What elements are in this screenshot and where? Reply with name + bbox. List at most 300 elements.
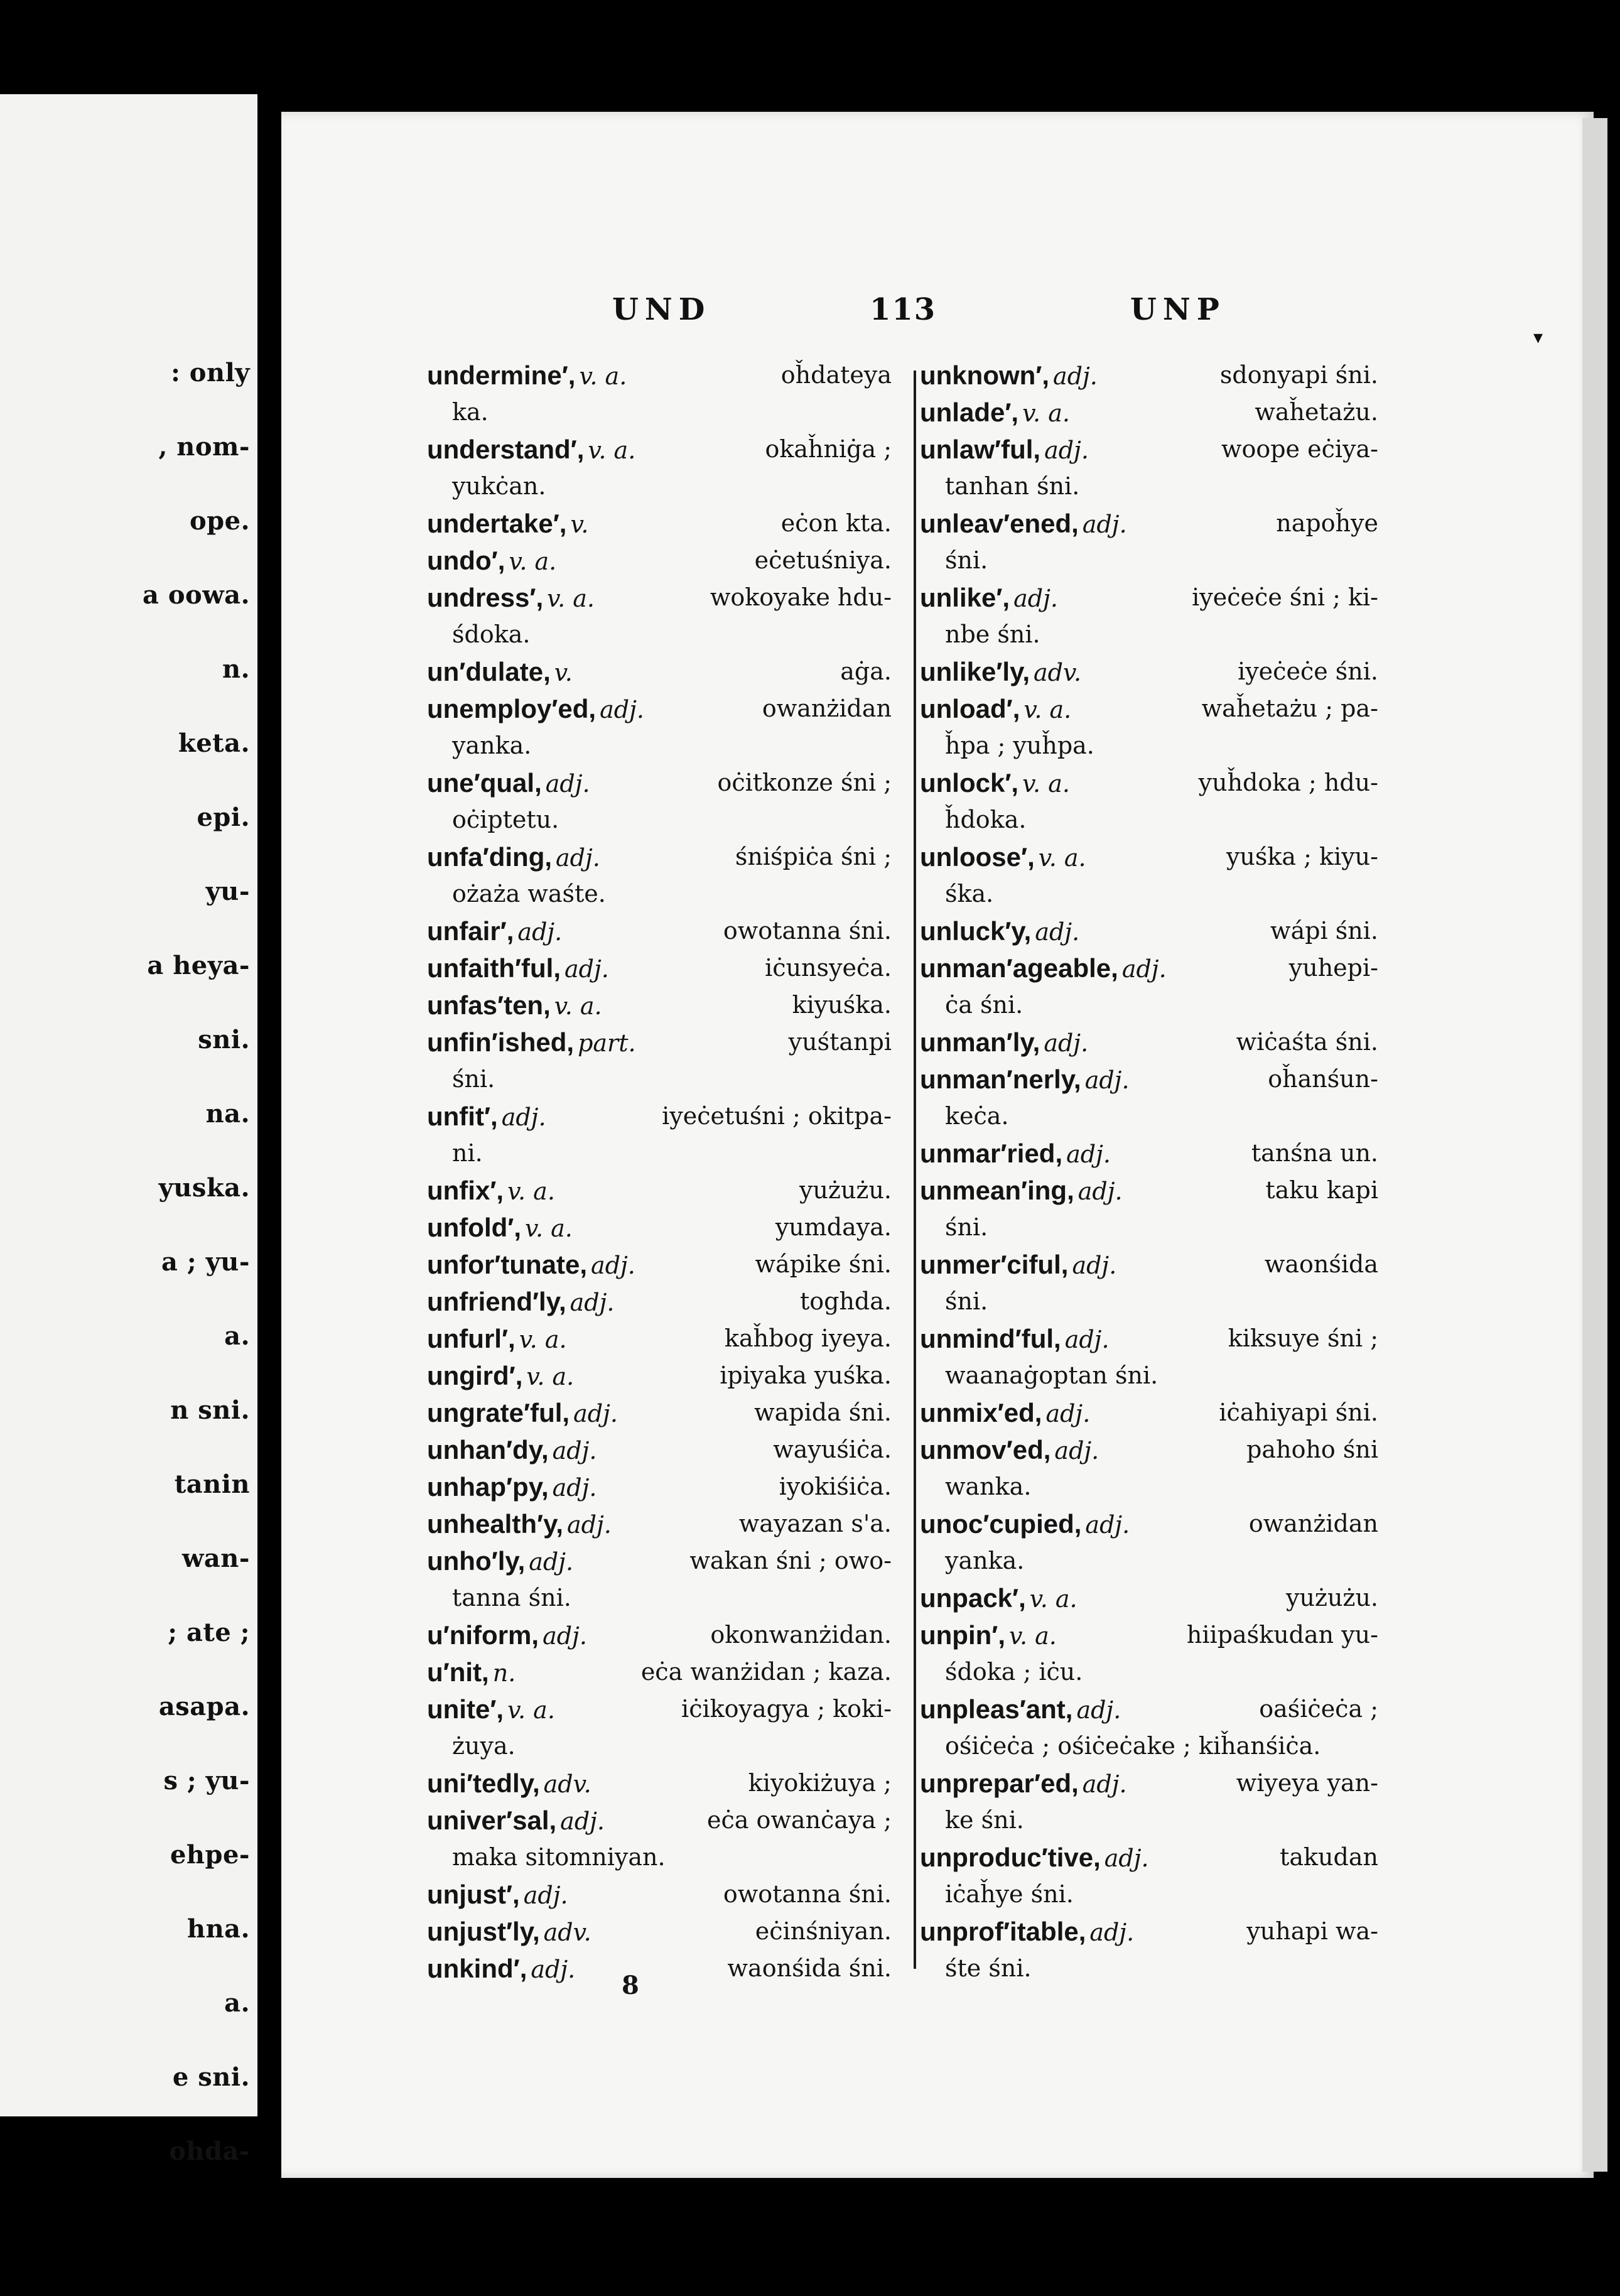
dictionary-entry <box>427 1394 892 1431</box>
facing-page <box>0 94 257 2166</box>
part-of-speech: adj. <box>556 844 600 872</box>
entry-head <box>920 1839 1149 1876</box>
entry-continuation: śte śni. <box>945 1954 1032 1982</box>
entry-head <box>920 431 1089 468</box>
headword: u′nit, <box>427 1657 489 1687</box>
headword: unjust′ly, <box>427 1917 540 1946</box>
definition: iyeċeċe śni ; ki- <box>1192 583 1378 611</box>
definition: yużużu. <box>1285 1584 1378 1611</box>
part-of-speech: v. a. <box>579 362 627 390</box>
part-of-speech: adj. <box>1089 1919 1135 1946</box>
dictionary-entry <box>920 912 1378 950</box>
entry-head <box>427 1394 618 1431</box>
entry-head <box>427 1024 636 1061</box>
dictionary-entry <box>427 653 892 690</box>
dictionary-entry <box>920 1024 1378 1061</box>
facing-page-fragment: e sni. <box>172 2062 250 2092</box>
definition: yumdaya. <box>775 1213 892 1241</box>
part-of-speech: adj. <box>570 1289 615 1316</box>
part-of-speech: adj. <box>1044 436 1089 464</box>
definition: hiipaśkudan yu- <box>1186 1621 1378 1649</box>
part-of-speech: adj. <box>529 1548 574 1576</box>
entry-continuation: iċaȟye śni. <box>945 1880 1074 1908</box>
part-of-speech: adj. <box>1013 585 1058 612</box>
headword: une′qual, <box>427 768 542 798</box>
headword: understand′, <box>427 435 585 464</box>
definition: oċitkonze śni ; <box>717 769 892 796</box>
entry-head <box>427 653 573 690</box>
part-of-speech: v. a. <box>519 1326 567 1353</box>
part-of-speech: adj. <box>1064 1326 1110 1353</box>
facing-page-fragment: na. <box>205 1099 250 1129</box>
headword: unman′ly, <box>920 1027 1040 1057</box>
headword: unleav′ened, <box>920 509 1079 538</box>
headword: unfix′, <box>427 1176 504 1205</box>
part-of-speech: adj. <box>501 1103 546 1131</box>
entry-head <box>427 1505 612 1542</box>
part-of-speech: adj. <box>1054 1437 1099 1465</box>
headword: u′niform, <box>427 1620 539 1650</box>
headword: unfaith′ful, <box>427 953 561 983</box>
headword: unprepar′ed, <box>920 1768 1079 1798</box>
flag-mark: ▾ <box>1533 327 1543 349</box>
facing-page-fragment: tanin <box>174 1470 250 1499</box>
entry-head <box>920 912 1079 950</box>
definition: wápi śni. <box>1270 917 1378 945</box>
entry-head <box>427 1320 567 1357</box>
entry-head <box>427 1765 591 1802</box>
dictionary-entry <box>427 1505 892 1542</box>
facing-page-fragment: sni. <box>198 1025 250 1054</box>
entry-head <box>427 357 627 394</box>
dictionary-entry <box>427 1802 892 1839</box>
entry-continuation: yanka. <box>452 732 532 759</box>
entry-head <box>427 1950 575 1987</box>
running-head-right: UNP <box>1130 292 1226 327</box>
entry-head <box>427 1283 614 1320</box>
dictionary-entry <box>920 764 1378 801</box>
entry-continuation: żuya. <box>452 1732 516 1760</box>
definition: ipiyaka yuśka. <box>720 1362 892 1389</box>
definition: yuȟdoka ; hdu- <box>1198 769 1378 796</box>
definition: aġa. <box>840 658 892 685</box>
facing-page-fragment: a oowa. <box>143 580 250 610</box>
headword: unemploy′ed, <box>427 694 597 723</box>
part-of-speech: v. a. <box>507 1696 555 1724</box>
headword: unhealth′y, <box>427 1509 563 1539</box>
facing-page-fragment: keta. <box>178 728 250 758</box>
dictionary-entry <box>920 1394 1378 1431</box>
dictionary-entry <box>920 505 1378 542</box>
headword: un′dulate, <box>427 657 551 686</box>
part-of-speech: adj. <box>1072 1252 1117 1279</box>
headword: unfold′, <box>427 1213 522 1242</box>
facing-page-fragment: asapa. <box>158 1692 250 1721</box>
headword: unload′, <box>920 694 1020 723</box>
headword: unlike′, <box>920 583 1010 612</box>
facing-page-fragment: n sni. <box>170 1395 250 1425</box>
headword: undertake′, <box>427 509 567 538</box>
dictionary-entry <box>427 764 892 801</box>
part-of-speech: v. a. <box>547 585 595 612</box>
definition: okonwanżidan. <box>710 1621 892 1649</box>
definition: iyeċeċe śni. <box>1238 658 1378 685</box>
facing-page-fragment: ehpe- <box>170 1840 250 1870</box>
part-of-speech: v. a. <box>1022 399 1070 427</box>
facing-page-fragment: n. <box>222 654 250 684</box>
entry-continuation: nbe śni. <box>945 620 1040 648</box>
definition: kiyokiżuya ; <box>748 1769 892 1797</box>
entry-head <box>427 1172 555 1209</box>
headword: unmer′ciful, <box>920 1250 1069 1279</box>
dictionary-entry <box>427 690 892 727</box>
dictionary-entry <box>920 690 1378 727</box>
definition: iyokiśiċa. <box>779 1473 892 1500</box>
entry-head <box>920 1913 1134 1950</box>
dictionary-entry <box>920 394 1378 431</box>
part-of-speech: adj. <box>600 696 644 723</box>
part-of-speech: adj. <box>531 1956 576 1983</box>
entry-head <box>427 1468 597 1505</box>
entry-head <box>920 950 1167 987</box>
right-column <box>920 357 1378 1987</box>
dictionary-entry <box>427 987 892 1024</box>
entry-head <box>427 1098 546 1135</box>
dictionary-entry <box>427 1209 892 1246</box>
headword: unho′ly, <box>427 1546 526 1576</box>
headword: unjust′, <box>427 1880 520 1909</box>
dictionary-entry <box>920 1579 1378 1616</box>
definition: yuhapi wa- <box>1246 1917 1378 1945</box>
facing-page-fragment: ohda- <box>169 2136 250 2166</box>
part-of-speech: v. a. <box>507 1178 555 1205</box>
part-of-speech: v. <box>554 659 573 686</box>
dictionary-entry <box>427 505 892 542</box>
dictionary-entry <box>920 1505 1378 1542</box>
entry-head <box>427 912 562 950</box>
definition: wayuśiċa. <box>773 1436 892 1463</box>
dictionary-entry <box>920 579 1378 616</box>
entry-continuation: ośiċeċa ; ośiċeċake ; kiȟanśiċa. <box>945 1732 1321 1760</box>
part-of-speech: v. a. <box>525 1215 573 1242</box>
page-edge <box>1582 118 1607 2172</box>
part-of-speech: adj. <box>1104 1844 1149 1872</box>
entry-head <box>920 1061 1130 1098</box>
dictionary-entry <box>920 950 1378 987</box>
entry-head <box>427 505 589 542</box>
part-of-speech: v. a. <box>509 548 557 575</box>
definition: oaśiċeċa ; <box>1259 1695 1378 1723</box>
definition: waȟetażu. <box>1255 398 1378 426</box>
dictionary-entry <box>427 1246 892 1283</box>
entry-head <box>427 1691 555 1728</box>
headword: unmar′ried, <box>920 1139 1063 1168</box>
dictionary-entry <box>920 1172 1378 1209</box>
entry-continuation: ȟdoka. <box>945 806 1027 833</box>
entry-head <box>920 1024 1088 1061</box>
entry-continuation: yukċan. <box>452 472 546 500</box>
facing-page-fragment: wan- <box>181 1544 250 1573</box>
entry-head <box>920 1246 1116 1283</box>
dictionary-entry <box>427 1913 892 1950</box>
part-of-speech: v. a. <box>1029 1585 1077 1613</box>
entry-head <box>427 950 609 987</box>
part-of-speech: adv. <box>543 1919 591 1946</box>
definition: kiksuye śni ; <box>1228 1324 1378 1352</box>
part-of-speech: v. a. <box>1022 770 1070 798</box>
entry-head <box>920 357 1098 394</box>
headword: unmean′ing, <box>920 1176 1074 1205</box>
part-of-speech: adj. <box>573 1400 618 1427</box>
definition: eċetuśniya. <box>754 546 892 574</box>
headword: unhap′py, <box>427 1472 549 1502</box>
part-of-speech: adj. <box>1082 1770 1127 1798</box>
headword: unlaw′ful, <box>920 435 1041 464</box>
headword: unlade′, <box>920 398 1019 427</box>
entry-head <box>427 1802 605 1839</box>
definition: tanśna un. <box>1251 1139 1378 1167</box>
dictionary-entry <box>920 1135 1378 1172</box>
definition: yużużu. <box>799 1176 892 1204</box>
headword: uni′tedly, <box>427 1768 540 1798</box>
entry-head <box>920 1320 1110 1357</box>
dictionary-entry <box>427 1616 892 1654</box>
definition: eċa wanżidan ; kaza. <box>640 1658 892 1686</box>
part-of-speech: v. a. <box>1038 844 1086 872</box>
headword: unmov′ed, <box>920 1435 1051 1465</box>
headword: unknown′, <box>920 360 1050 390</box>
entry-continuation: tanna śni. <box>452 1584 571 1611</box>
part-of-speech: adj. <box>1085 1511 1130 1539</box>
entry-continuation: ċa śni. <box>945 991 1023 1019</box>
headword: unloose′, <box>920 842 1035 872</box>
facing-page-fragment: a heya- <box>147 951 250 980</box>
headword: unfin′ished, <box>427 1027 575 1057</box>
part-of-speech: adj. <box>1066 1140 1111 1168</box>
page-number: 113 <box>870 292 937 327</box>
definition: wapida śni. <box>754 1399 892 1426</box>
entry-head <box>427 690 644 727</box>
headword: unlock′, <box>920 768 1019 798</box>
definition: wiċaśta śni. <box>1236 1028 1378 1056</box>
facing-page-fragment: ope. <box>189 506 250 536</box>
dictionary-entry <box>427 431 892 468</box>
definition: takudan <box>1280 1843 1378 1871</box>
entry-continuation: yanka. <box>945 1547 1025 1574</box>
entry-head <box>427 1357 574 1394</box>
entry-continuation: ożaża waśte. <box>452 880 606 907</box>
dictionary-entry <box>427 1876 892 1913</box>
headword: ungird′, <box>427 1361 523 1390</box>
definition: eċon kta. <box>780 509 892 537</box>
dictionary-entry <box>920 1431 1378 1468</box>
dictionary-entry <box>920 653 1378 690</box>
entry-head <box>427 1431 597 1468</box>
part-of-speech: adj. <box>566 1511 612 1539</box>
dictionary-entry <box>920 1616 1378 1654</box>
entry-head <box>920 653 1081 690</box>
headword: unfriend′ly, <box>427 1287 566 1316</box>
part-of-speech: adj. <box>552 1474 597 1502</box>
dictionary-entry <box>427 1431 892 1468</box>
running-head-left: UND <box>612 292 711 327</box>
definition: kaȟbog iyeya. <box>724 1324 892 1352</box>
entry-head <box>920 505 1127 542</box>
dictionary-entry <box>427 950 892 987</box>
part-of-speech: adv. <box>543 1770 591 1798</box>
headword: unman′nerly, <box>920 1064 1081 1094</box>
entry-head <box>427 1542 573 1579</box>
definition: oȟanśun- <box>1268 1065 1378 1093</box>
headword: unoc′cupied, <box>920 1509 1082 1539</box>
definition: wayazan s'a. <box>738 1510 892 1537</box>
entry-continuation: śdoka ; iċu. <box>945 1658 1083 1686</box>
dictionary-entry <box>427 1172 892 1209</box>
headword: unfor′tunate, <box>427 1250 588 1279</box>
part-of-speech: adj. <box>1121 955 1167 983</box>
headword: undermine′, <box>427 360 576 390</box>
definition: wakan śni ; owo- <box>689 1547 892 1574</box>
dictionary-entry <box>427 1024 892 1061</box>
headword: unkind′, <box>427 1954 527 1983</box>
entry-head <box>920 1431 1099 1468</box>
entry-head <box>920 1765 1127 1802</box>
definition: oȟdateya <box>780 361 892 389</box>
headword: unfair′, <box>427 916 514 946</box>
entry-head <box>920 1135 1111 1172</box>
headword: unmind′ful, <box>920 1324 1061 1353</box>
definition: toghda. <box>799 1287 892 1315</box>
entry-continuation: maka sitomniyan. <box>452 1843 666 1871</box>
facing-page-fragment: , nom- <box>158 432 250 462</box>
headword: unfa′ding, <box>427 842 553 872</box>
part-of-speech: adv. <box>1034 659 1082 686</box>
definition: waȟetażu ; pa- <box>1201 695 1378 722</box>
definition: śniśpiċa śni ; <box>735 843 892 870</box>
entry-head <box>920 764 1070 801</box>
dictionary-entry <box>427 1654 892 1691</box>
dictionary-entry <box>920 1320 1378 1357</box>
definition: iċunsyeċa. <box>765 954 892 982</box>
signature-mark: 8 <box>622 1971 639 2000</box>
headword: unman′ageable, <box>920 953 1118 983</box>
entry-head <box>427 1654 516 1691</box>
definition: iċikoyagya ; koki- <box>681 1695 892 1723</box>
definition: waonśida śni. <box>727 1954 892 1982</box>
definition: eċa owanċaya ; <box>707 1806 892 1834</box>
part-of-speech: v. a. <box>526 1363 575 1390</box>
part-of-speech: adj. <box>1084 1066 1130 1094</box>
entry-head <box>427 579 595 616</box>
entry-continuation: śdoka. <box>452 620 531 648</box>
dictionary-entry <box>427 1950 892 1987</box>
definition: owotanna śni. <box>723 917 892 945</box>
part-of-speech: adj. <box>1082 511 1127 538</box>
headword: unpin′, <box>920 1620 1006 1650</box>
part-of-speech: v. a. <box>554 992 602 1020</box>
entry-head <box>920 1691 1121 1728</box>
entry-head <box>920 394 1070 431</box>
headword: unhan′dy, <box>427 1435 549 1465</box>
part-of-speech: adj. <box>1053 362 1098 390</box>
part-of-speech: n. <box>492 1659 516 1687</box>
entry-head <box>427 1209 573 1246</box>
part-of-speech: v. a. <box>1009 1622 1057 1650</box>
part-of-speech: adj. <box>564 955 609 983</box>
entry-head <box>920 1172 1123 1209</box>
headword: unprof′itable, <box>920 1917 1086 1946</box>
definition: okaȟniġa ; <box>765 435 892 463</box>
definition: owanżidan <box>762 695 892 722</box>
dictionary-entry <box>427 357 892 394</box>
part-of-speech: adj. <box>1076 1696 1121 1724</box>
definition: sdonyapi śni. <box>1219 361 1378 389</box>
facing-page-fragment: a ; yu- <box>161 1247 250 1277</box>
part-of-speech: adj. <box>523 1882 568 1909</box>
entry-continuation: keċa. <box>945 1102 1009 1130</box>
dictionary-entry <box>920 1765 1378 1802</box>
definition: eċinśniyan. <box>755 1917 892 1945</box>
definition: wokoyake hdu- <box>710 583 892 611</box>
headword: unfit′, <box>427 1102 498 1131</box>
dictionary-entry <box>920 1839 1378 1876</box>
dictionary-entry <box>427 1468 892 1505</box>
headword: unlike′ly, <box>920 657 1030 686</box>
entry-continuation: oċiptetu. <box>452 806 559 833</box>
definition: woope eċiya- <box>1221 435 1378 463</box>
definition: yuśtanpi <box>788 1028 892 1056</box>
part-of-speech: adj. <box>591 1252 635 1279</box>
definition: iċahiyapi śni. <box>1219 1399 1378 1426</box>
part-of-speech: adj. <box>552 1437 597 1465</box>
part-of-speech: v. a. <box>1023 696 1072 723</box>
entry-head <box>920 1505 1130 1542</box>
part-of-speech: v. <box>570 511 589 538</box>
facing-page-fragment: a. <box>224 1988 250 2018</box>
dictionary-entry <box>427 1320 892 1357</box>
entry-head <box>920 1579 1077 1616</box>
definition: owanżidan <box>1248 1510 1378 1537</box>
part-of-speech: adj. <box>1045 1400 1091 1427</box>
dictionary-entry <box>427 1357 892 1394</box>
headword: ungrate′ful, <box>427 1398 570 1427</box>
definition: napoȟye <box>1276 509 1378 537</box>
part-of-speech: adj. <box>543 1622 587 1650</box>
entry-head <box>920 1616 1057 1654</box>
entry-continuation: śni. <box>452 1065 495 1093</box>
facing-page-fragment: a. <box>224 1321 250 1351</box>
entry-head <box>427 838 600 875</box>
dictionary-entry <box>920 1246 1378 1283</box>
headword: unite′, <box>427 1694 504 1724</box>
entry-continuation: śni. <box>945 546 988 574</box>
part-of-speech: adj. <box>1077 1178 1123 1205</box>
definition: wiyeya yan- <box>1236 1769 1378 1797</box>
entry-head <box>427 1913 591 1950</box>
dictionary-entry <box>920 1691 1378 1728</box>
entry-continuation: ni. <box>452 1139 483 1167</box>
facing-page-fragment: hna. <box>186 1914 250 1944</box>
part-of-speech: part. <box>578 1029 636 1057</box>
definition: yuhepi- <box>1288 954 1378 982</box>
definition: kiyuśka. <box>792 991 892 1019</box>
headword: unpack′, <box>920 1583 1026 1613</box>
definition: waonśida <box>1264 1250 1378 1278</box>
entry-head <box>920 1394 1090 1431</box>
headword: undress′, <box>427 583 544 612</box>
left-column <box>427 357 892 1987</box>
facing-page-fragment: epi. <box>197 803 250 832</box>
